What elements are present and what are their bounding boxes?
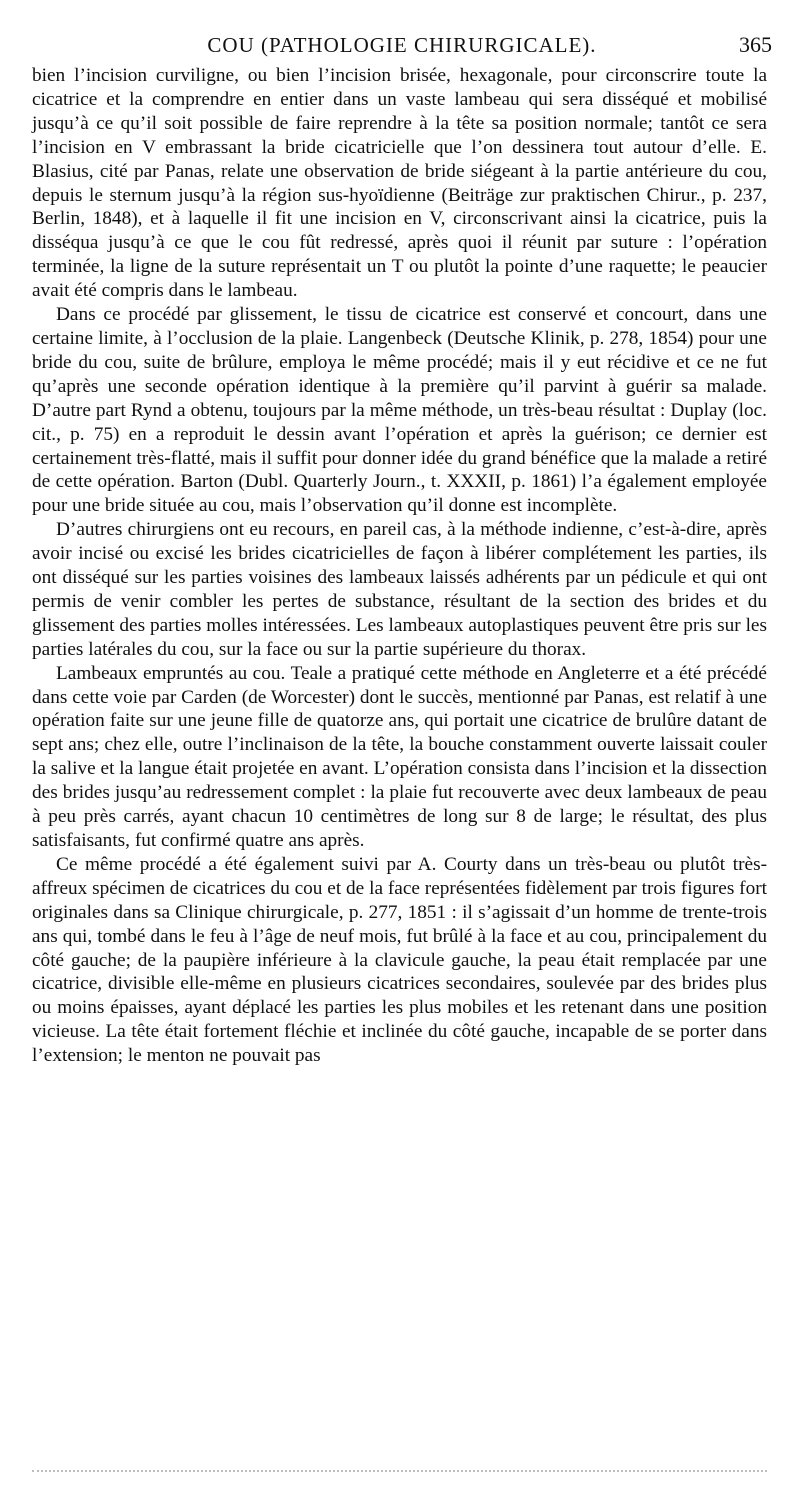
page-number: 365	[739, 32, 772, 57]
paragraph-continuation: bien l’incision curviligne, ou bien l’incision brisée, hexagonale, pour circonscrire toute la cicatrice et la comprendre en entier dans un vaste lambeau qui sera disséqué et mobilisé jusqu’à ce qu’il soit possible de faire reprendre à la tête sa position normale; tantôt ce sera l’incision en V embrassant la bride cicatricielle que l’on dessinera tout autour d’elle. E. Blasius, cité par Panas, relate une observation de bride siégeant à la partie antérieure du cou, depuis le sternum jusqu’à la région sus-hyoïdienne (Beiträge zur praktischen Chirur., p. 237, Berlin, 1848), et à laquelle il fit une incision en V, circonscrivant ainsi la cicatrice, puis la disséqua jusqu’à ce que le cou fût redressé, après quoi il réunit par suture : l’opération terminée, la ligne de la suture représentait un T ou plutôt la pointe d’une raquette; le peaucier avait été compris dans le lambeau.	[32, 65, 767, 302]
body-text	[32, 64, 767, 1068]
footer-divider	[32, 1470, 767, 1474]
paragraph-lambeaux-cou: Lambeaux empruntés au cou. Teale a pratiqué cette méthode en Angleterre et a été précédé dans cette voie par Carden (de Worcester) dont le succès, mentionné par Panas, est relatif à une opération faite sur une jeune fille de quatorze ans, qui portait une cicatrice de brulûre datant de sept ans; chez elle, outre l’inclinaison de la tête, la bouche constamment ouverte laissait couler la salive et la langue était projetée en avant. L’opération consista dans l’incision et la dissection des brides jusqu’au redressement complet : la plaie fut recouverte avec deux lambeaux de peau à peu près carrés, ayant chacun 10 centimètres de long sur 8 de large; le résultat, des plus satisfaisants, fut confirmé quatre ans après.	[32, 662, 767, 851]
paragraph-methode-indienne: D’autres chirurgiens ont eu recours, en pareil cas, à la méthode indienne, c’est-à-dire, après avoir incisé ou excisé les brides cicatricielles de façon à libérer complétement les parties, ils ont disséqué sur les parties voisines des lambeaux laissés adhérents par un pédicule et qui ont permis de venir combler les pertes de substance, résultant de la section des brides et du glissement des parties molles intéressées. Les lambeaux autoplastiques peuvent être pris sur les parties latérales du cou, sur la face ou sur la partie supérieure du thorax.	[32, 519, 767, 660]
running-header	[32, 30, 772, 64]
header-title: COU (PATHOLOGIE CHIRURGICALE).	[207, 33, 597, 57]
paragraph-glissement: Dans ce procédé par glissement, le tissu de cicatrice est conservé et concourt, dans une certaine limite, à l’occlusion de la plaie. Langenbeck (Deutsche Klinik, p. 278, 1854) pour une bride du cou, suite de brûlure, employa le même procédé; mais il y eut récidive et ce ne fut qu’après une seconde opération identique à la première qu’il parvint à guérir sa malade. D’autre part Rynd a obtenu, toujours par la même méthode, un très-beau résultat : Duplay (loc. cit., p. 75) en a reproduit le dessin avant l’opération et après la guérison; ce dernier est certainement très-flatté, mais il suffit pour donner idée du grand bénéfice que la malade a retiré de cette opération. Barton (Dubl. Quarterly Journ., t. XXXII, p. 1861) l’a également employée pour une bride située au cou, mais l’observation qu’il donne est incomplète.	[32, 304, 767, 517]
paragraph-courty: Ce même procédé a été également suivi par A. Courty dans un très-beau ou plutôt très-affreux spécimen de cicatrices du cou et de la face représentées fidèlement par trois figures fort originales dans sa Clinique chirurgicale, p. 277, 1851 : il s’agissait d’un homme de trente-trois ans qui, tombé dans le feu à l’âge de neuf mois, fut brûlé à la face et au cou, principalement du côté gauche; de la paupière inférieure à la clavicule gauche, la peau était remplacée par une cicatrice, divisible elle-même en plusieurs cicatrices secondaires, soulevée par des brides plus ou moins épaisses, ayant déplacé les parties les plus mobiles et les retenant dans une position vicieuse. La tête était fortement fléchie et inclinée du côté gauche, incapable de se porter dans l’extension; le menton ne pouvait pas	[32, 853, 767, 1067]
